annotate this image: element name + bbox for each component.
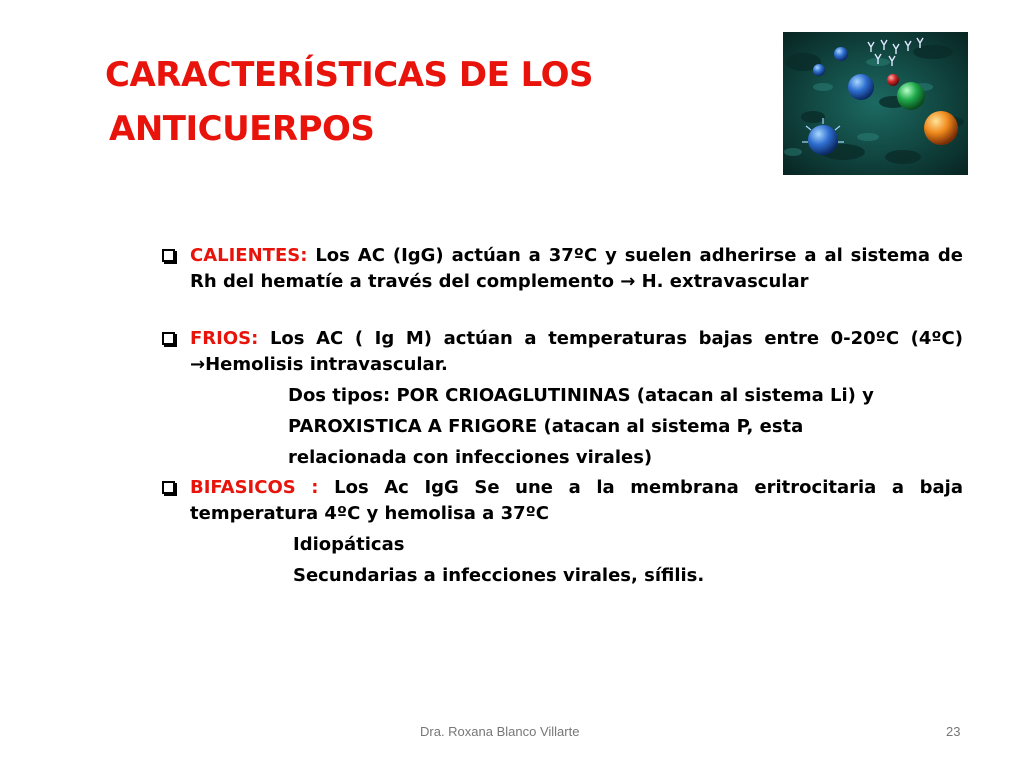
sub-line: relacionada con infecciones virales): [288, 447, 653, 468]
checkbox-square-icon: [162, 249, 175, 262]
keyword-frios: FRIOS:: [190, 328, 259, 349]
list-item-calientes: [160, 243, 963, 295]
right-arrow-icon: →: [620, 271, 636, 292]
page-number: 23: [946, 724, 961, 739]
antibody-cells-illustration: [783, 32, 968, 175]
slide-footer: [0, 722, 1024, 742]
item-text-continued: Hemolisis intravascular.: [205, 354, 448, 375]
sub-line: Dos tipos: POR CRIOAGLUTININAS (atacan al sistema Li) y: [288, 385, 874, 406]
sub-line: Secundarias a infecciones virales, sífilis.: [293, 565, 705, 586]
item-text: Los Ac IgG Se une a la membrana eritrocitaria a baja temperatura 4ºC y hemolisa a 37ºC: [190, 477, 963, 524]
checkbox-square-icon: [162, 481, 175, 494]
sub-line: PAROXISTICA A FRIGORE (atacan al sistema P, esta: [288, 416, 804, 437]
antibody-cells-image: [783, 32, 968, 175]
right-arrow-icon: →: [190, 354, 206, 375]
footer-author: Dra. Roxana Blanco Villarte: [420, 724, 580, 739]
slide-title: [105, 48, 745, 156]
list-item-frios: [160, 326, 963, 378]
item-text-continued: H. extravascular: [635, 271, 809, 292]
slide-body: [160, 243, 963, 591]
keyword-bifasicos: BIFASICOS :: [190, 477, 319, 498]
sub-line: Idiopáticas: [293, 534, 405, 555]
item-text: Los AC ( Ig M) actúan a temperaturas bajas entre 0-20ºC (4ºC): [258, 328, 963, 349]
title-line-1: CARACTERÍSTICAS DE LOS: [105, 55, 594, 95]
keyword-calientes: CALIENTES:: [190, 245, 308, 266]
title-line-2: ANTICUERPOS: [109, 109, 375, 149]
item-text: Los AC (IgG) actúan a 37ºC y suelen adherirse a al sistema de Rh del hematíe a través del complemento: [190, 245, 963, 292]
list-item-bifasicos: [160, 475, 963, 527]
checkbox-square-icon: [162, 332, 175, 345]
